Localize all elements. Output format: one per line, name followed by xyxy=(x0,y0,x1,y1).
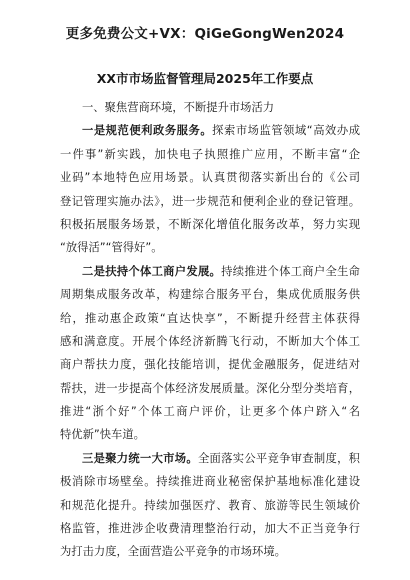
paragraph-3 xyxy=(60,447,360,564)
paragraph-text: 探索市场监管领域“高效办成 xyxy=(212,124,360,138)
paragraph-text: 全面落实公平竞争审查制度，积 xyxy=(197,451,360,465)
paragraph-line: 特优新”快车道。 xyxy=(60,428,145,442)
paragraph-line: 格监管，推进涉企收费清理整治行动，加大不正当竞争行 xyxy=(60,522,360,536)
paragraph-line: 积极拓展服务场景，不断深化增值化服务改革，努力实现 xyxy=(60,217,360,231)
paragraph-line xyxy=(60,119,360,142)
paragraph-1 xyxy=(60,119,360,259)
promo-banner: 更多免费公文+VX：QiGeGongWen2024 xyxy=(65,26,345,42)
paragraph-line: “放得活”“管得好”。 xyxy=(60,241,163,255)
document-title: XX市市场监督管理局2025年工作要点 xyxy=(96,71,314,86)
paragraph-lead: 二是扶持个体工商户发展。 xyxy=(82,264,222,278)
paragraph-line: 为打击力度，全面营造公平竞争的市场环境。 xyxy=(60,545,286,559)
paragraph-text: 持续推进个体工商户全生命 xyxy=(221,264,360,278)
paragraph-line: 业码”本地特色应用场景。认真贯彻落实新出台的《公司 xyxy=(60,171,360,185)
paragraph-line xyxy=(60,260,360,283)
paragraph-line: 帮扶，进一步提高个体经济发展质量。深化分型分类培育， xyxy=(60,381,360,395)
paragraph-line: 商户帮扶力度，强化技能培训，提优金融服务，促进结对 xyxy=(60,358,360,372)
paragraph-line: 一件事”新实践，加快电子执照推广应用，不断丰富“企 xyxy=(60,147,360,161)
paragraph-lead: 三是聚力统一大市场。 xyxy=(82,451,198,465)
paragraph-line: 周期集成服务改革，构建综合服务平台，集成优质服务供 xyxy=(60,288,360,302)
paragraph-line: 登记管理实施办法》，进一步规范和便利企业的登记管理。 xyxy=(60,194,360,208)
section-heading: 一、聚焦营商环境，不断提升市场活力 xyxy=(82,101,275,114)
paragraph-line: 和规范化提升。持续加强医疗、教育、旅游等民生领域价 xyxy=(60,498,360,512)
paragraph-line xyxy=(60,447,360,470)
paragraph-line: 感和满意度。开展个体经济新腾飞行动，不断加大个体工 xyxy=(60,334,360,348)
paragraph-line: 给，推动惠企政策“直达快享”，不断提升经营主体获得 xyxy=(60,311,360,325)
paragraph-line: 极消除市场壁垒。持续推进商业秘密保护基地标准化建设 xyxy=(60,475,360,489)
paragraph-line: 推进“浙个好”个体工商户评价，让更多个体户跻入“名 xyxy=(60,405,360,419)
paragraph-lead: 一是规范便利政务服务。 xyxy=(82,124,213,138)
document-body xyxy=(60,96,360,564)
paragraph-2 xyxy=(60,260,360,447)
